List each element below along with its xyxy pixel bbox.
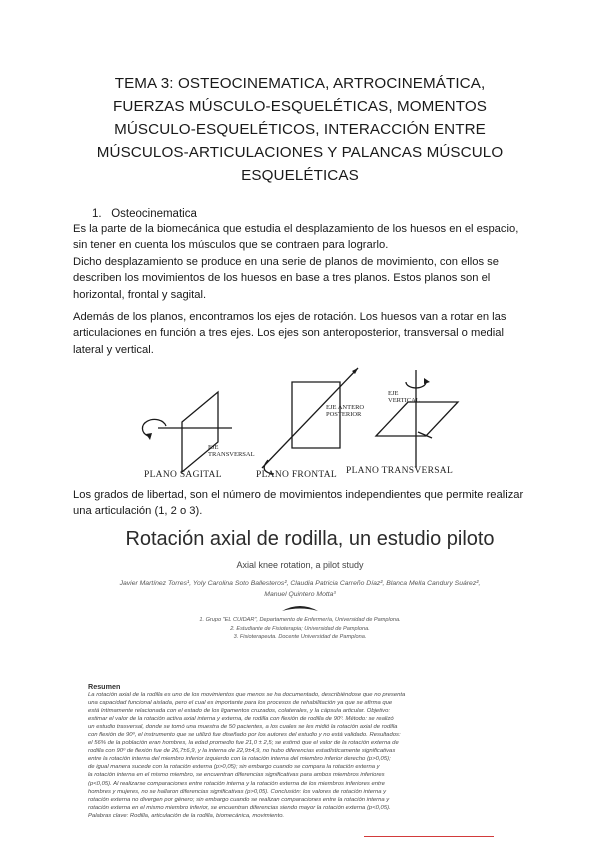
resumen-line: con flexión de 90º, el instrumento que se utilizó fue diseñado por los autores del estudio y no está validado. Resultados: [88, 732, 401, 739]
paragraph-degrees-of-freedom [73, 487, 533, 520]
author-line: Manuel Quintero Motta³ [264, 591, 336, 598]
resumen-line: Palabras clave: Rodilla, articulación de la rodilla, biomecánica, movimiento. [88, 812, 285, 819]
title-line: FUERZAS MÚSCULO-ESQUELÉTICAS, MOMENTOS [113, 98, 487, 115]
red-underline-annotation [364, 836, 494, 837]
text-line: sin tener en cuenta los músculos que se contraen para lograrlo. [73, 239, 389, 252]
text-line: Además de los planos, encontramos los ejes de rotación. Los huesos van a rotar en las [73, 311, 507, 323]
text-line: lateral y vertical. [73, 343, 154, 356]
section-heading [92, 208, 197, 220]
title-line: ESQUELÉTICAS [241, 167, 359, 184]
axis-label-transversal: EJE TRANSVERSAL [208, 444, 255, 458]
resumen-line: estimar el valor de la rotación activa axial interna y externa, de rodilla con flexión de rodilla de 90º. Método: se realizó [88, 716, 394, 723]
affiliation-line: 3. Fisioterapeuta. Docente Universidad de Pamplona. [233, 634, 367, 641]
resumen-line: un estudio trasversal, donde se tomó una muestra de 50 pacientes, a los cuales se les midió la rotación axial de rodilla [88, 724, 398, 731]
label-plano-transversal: PLANO TRANSVERSAL [346, 466, 454, 476]
paragraph-axes [73, 309, 533, 358]
resumen-line: hombres y mujeres, no se hallaron diferencias significativas (p>0,05). Conclusión: los valores de rotación interna y [88, 788, 387, 795]
affiliation-line: 2. Estudiante de Fisioterapia; Universidad de Pamplona. [230, 625, 370, 632]
sagittal-plane-shape [182, 392, 218, 472]
resumen-line: el 56% de la población eran hombres, la edad promedio fue 21,0 ± 2,5; se estimó que el valor de la rotación externa de [88, 740, 399, 747]
resumen-line: de igual manera sucede con la rotación externa (p>0,05); sin embargo cuando se compara la rotación externa y [88, 764, 380, 771]
title-line: MÚSCULO-ESQUELÉTICOS, INTERACCIÓN ENTRE [114, 121, 486, 138]
planes-figure [140, 364, 470, 484]
resumen-body [88, 691, 518, 820]
resumen-line: rodilla con 90º de flexión fue de 26,7±6,9, y la interna de 22,9±4,9, no hubo diferencias estadísticamente significativas [88, 748, 396, 755]
resumen-line: (p<0,05). Al realizarse comparaciones entre rotación interna y la rotación externa de los miembros inferiores entre [88, 780, 385, 787]
text-line: Los grados de libertad, son el número de movimientos independientes que permite realizar [73, 489, 524, 501]
title-line: TEMA 3: OSTEOCINEMATICA, ARTROCINEMÁTICA, [114, 75, 486, 92]
text-line: Dicho desplazamiento se produce en una serie de planos de movimiento, con ellos se [73, 255, 499, 268]
label-plano-frontal: PLANO FRONTAL [256, 470, 337, 480]
text-line: articulaciones en función a tres ejes. Los ejes son anteroposterior, transversal o medial [73, 327, 504, 340]
affiliation-line: 1. Grupo "EL CUIDAR", Departamento de Enfermería, Universidad de Pamplona. [199, 617, 401, 623]
paragraph-definition [73, 221, 533, 303]
section-number: 1. [92, 208, 102, 220]
resumen-line: entre la rotación interna del miembro inferior izquierdo con la rotación interna del miembro inferior derecho (p>0,05); [88, 756, 391, 763]
resumen-line: una capacidad funcional aislada, pero el cual es importante para los procesos de rehabilitación ya que se afirma que [88, 700, 393, 707]
antero-posterior-axis-line [262, 368, 358, 468]
article-subtitle: Axial knee rotation, a pilot study [236, 560, 364, 570]
ornament-icon [280, 603, 320, 613]
axis-label-vertical: EJE VERTICAL [388, 390, 420, 404]
text-line: una articulación (1, 2 o 3). [73, 505, 203, 518]
title-line: MÚSCULOS-ARTICULACIONES Y PALANCAS MÚSCULO [96, 144, 504, 161]
article-title: Rotación axial de rodilla, un estudio piloto [125, 528, 495, 550]
article-affiliations [140, 616, 460, 642]
resumen-heading: Resumen [88, 682, 121, 691]
label-plano-sagital: PLANO SAGITAL [144, 470, 222, 480]
text-line: describen los movimientos de los huesos en base a tres planos. Estos planos son el [73, 272, 491, 285]
axis-label-antero: EJE ANTERO POSTERIOR [326, 404, 365, 418]
text-line: Es la parte de la biomecánica que estudia el desplazamiento de los huesos en el espacio, [73, 223, 519, 235]
page-title [60, 72, 540, 187]
article-excerpt-image [80, 520, 520, 848]
author-line: Javier Martínez Torres¹, Yoly Carolina Soto Ballesteros², Claudia Patricia Carreño Díaz², Blanca Mella Candury Suárez², [119, 580, 481, 587]
resumen-line: está íntimamente relacionada con el estado de los ligamentos cruzados, colaterales, y la cápsula articular. Objetivo: [88, 708, 391, 715]
section-label: Osteocinematica [111, 208, 197, 220]
resumen-line: rotación externa no divergen por género; sin embargo cuando se realizan comparaciones entre la rotación interna y [88, 796, 390, 803]
resumen-line: La rotación axial de la rodilla es uno de los movimientos que menos se ha documentado, describiéndose que no presenta [88, 692, 406, 698]
text-line: horizontal, frontal y sagital. [73, 288, 207, 301]
resumen-line: la rotación interna en el mismo miembro, se encuentran diferencias significativas para ambos miembros inferiores [88, 772, 385, 779]
article-authors [100, 578, 500, 600]
resumen-line: rotación externa en el mismo miembro inferior, se encuentran diferencias siendo mayor la rotación externa (p<0,05). [88, 804, 391, 811]
transverse-plane-shape [376, 402, 458, 436]
